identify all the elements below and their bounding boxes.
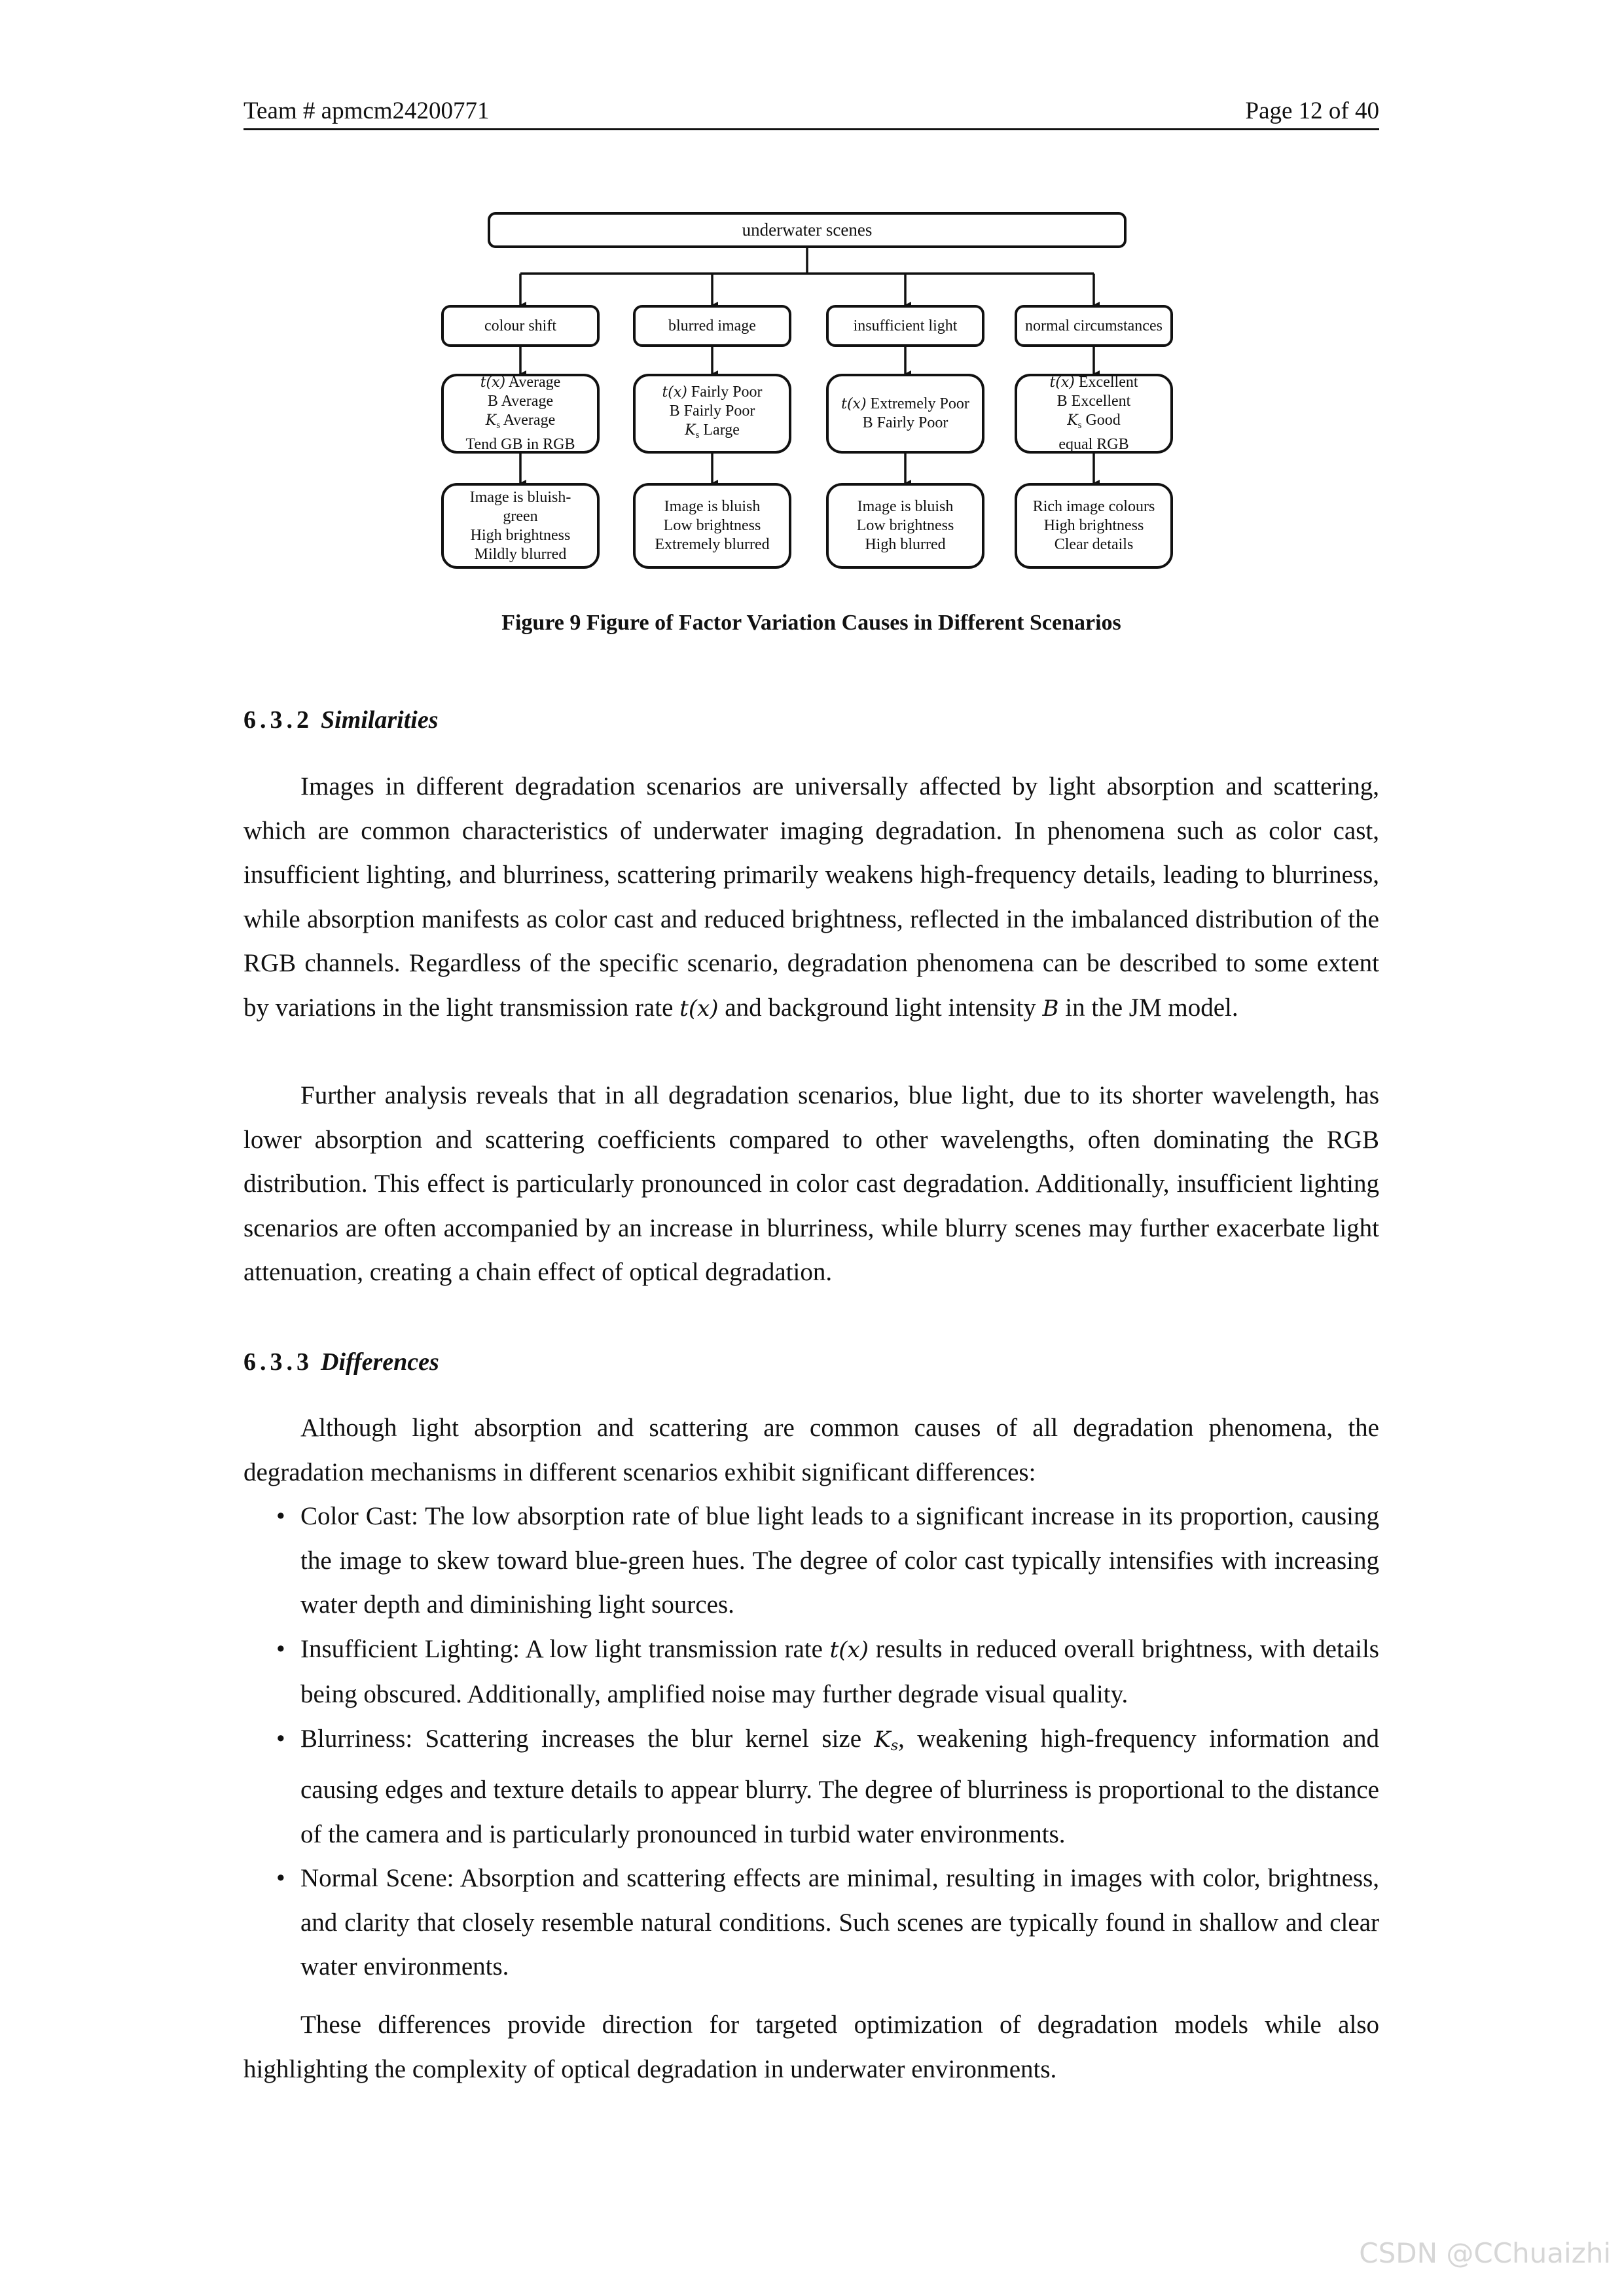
factor-line: B Fairly Poor <box>669 402 755 420</box>
root-node-label: underwater scenes <box>742 220 873 240</box>
bullet-icon: • <box>276 1634 285 1663</box>
differences-list <box>244 1494 1379 1989</box>
effect-line: High brightness <box>1043 517 1144 534</box>
paragraph-similarities-2: Further analysis reveals that in all degradation scenarios, blue light, due to its shorter wavelength, has lower absorption and scattering coefficients compared to other wavelengths, often dominating the RGB distribution. This effect is particularly pronounced in color cast degradation. Additionally, insufficient lighting scenarios are often accompanied by an increase in blurriness, while blurry scenes may further exacerbate light attenuation, creating a chain effect of optical degradation. <box>244 1081 1379 1286</box>
section-number: 6.3.3 <box>244 1348 313 1376</box>
paragraph-similarities-1: Images in different degradation scenarios are universally affected by light absorption and scattering, which are common characteristics of underwater imaging degradation. In phenomena such as color cast, insufficient lighting, and blurriness, scattering primarily weakens high-frequency details, leading to blurriness, while absorption manifests as color cast and reduced brightness, reflected in the imbalanced distribution of the RGB channels. Regardless of the specific scenario, degradation phenomena can be described to some extent by variations in the light transmission rate t(x) and background light intensity B in the JM model. <box>244 772 1379 1022</box>
factor-line: equal RGB <box>1058 436 1129 453</box>
section-number: 6.3.2 <box>244 706 313 734</box>
watermark: CSDN @CChuaizhi <box>1359 2237 1611 2269</box>
section-heading-differences <box>244 1348 439 1376</box>
category-node-blurred-image <box>633 305 791 347</box>
effect-line: High brightness <box>470 526 571 544</box>
effect-line: Mildly blurred <box>474 545 567 563</box>
category-label: normal circumstances <box>1025 317 1163 334</box>
effects-node-normal-circumstances <box>1015 483 1173 569</box>
list-item-blurriness: • Blurriness: Scattering increases the blur kernel size $K_s$, weakening high-frequency information and causing edges and texture details to appear blurry. The degree of blurriness is proportional to the distance of the camera and is particularly pronounced in turbid water environments. <box>244 1717 1379 1857</box>
figure-caption: Figure 9 Figure of Factor Variation Causes in Different Scenarios <box>501 611 1121 635</box>
category-label: blurred image <box>668 317 756 334</box>
factor-line: t(x) Excellent <box>1049 374 1138 391</box>
factor-line: B Fairly Poor <box>862 414 948 431</box>
bullet-icon: • <box>276 1502 285 1530</box>
section-title: Similarities <box>321 706 439 734</box>
category-label: colour shift <box>484 317 556 334</box>
math-tx: t(x) <box>679 995 719 1022</box>
list-item-color-cast: • Color Cast: The low absorption rate of blue light leads to a significant increase in its proportion, causing the image to skew toward blue-green hues. The degree of color cast typically intensifies with increasing water depth and diminishing light sources. <box>244 1494 1379 1627</box>
factor-line: $K_s$ Average <box>485 412 556 431</box>
factor-line: $K_s$ Large <box>685 421 740 440</box>
factors-node-colour-shift <box>441 374 600 454</box>
section-heading-similarities <box>244 706 438 734</box>
effect-line: green <box>503 507 538 525</box>
factor-line: $K_s$ Good <box>1067 412 1121 431</box>
diagram-connectors <box>0 0 1624 589</box>
factor-line: t(x) Fairly Poor <box>662 383 763 401</box>
factor-line: Tend GB in RGB <box>465 436 575 453</box>
paragraph-differences-conclusion: These differences provide direction for targeted optimization of degradation models while also highlighting the complexity of optical degradation in underwater environments. <box>244 2011 1379 2083</box>
effect-line: Low brightness <box>663 517 761 534</box>
factors-node-blurred-image <box>633 374 791 454</box>
factor-line: B Average <box>487 393 554 410</box>
math-B: B <box>1042 995 1059 1022</box>
factor-line: B Excellent <box>1056 393 1131 410</box>
section-title: Differences <box>321 1348 439 1376</box>
effect-line: Image is bluish- <box>469 488 571 506</box>
effects-node-insufficient-light <box>826 483 984 569</box>
effect-line: Clear details <box>1054 536 1134 553</box>
effect-line: Rich image colours <box>1032 498 1155 515</box>
category-node-colour-shift <box>441 305 600 347</box>
root-node-underwater-scenes <box>488 212 1127 248</box>
effects-node-colour-shift <box>441 483 600 569</box>
factors-node-normal-circumstances <box>1015 374 1173 454</box>
list-item-insufficient-lighting: • Insufficient Lighting: A low light transmission rate t(x) results in reduced overall brightness, with details being obscured. Additionally, amplified noise may further degrade visual quality. <box>244 1627 1379 1717</box>
team-id: Team # apmcm24200771 <box>244 98 490 124</box>
bullet-icon: • <box>276 1724 285 1753</box>
effect-line: Image is bluish <box>664 498 761 515</box>
effect-line: High blurred <box>865 536 946 553</box>
effect-line: Low brightness <box>856 517 954 534</box>
category-node-normal-circumstances <box>1015 305 1173 347</box>
page-number: Page 12 of 40 <box>1245 98 1379 124</box>
effect-line: Extremely blurred <box>655 536 770 553</box>
effects-node-blurred-image <box>633 483 791 569</box>
factor-variation-diagram <box>0 0 1624 589</box>
category-node-insufficient-light <box>826 305 984 347</box>
factor-line: t(x) Average <box>480 374 561 391</box>
bullet-icon: • <box>276 1864 285 1892</box>
effect-line: Image is bluish <box>857 498 954 515</box>
factor-line: t(x) Extremely Poor <box>841 395 969 412</box>
paragraph-differences-intro: Although light absorption and scattering are common causes of all degradation phenomena, the degradation mechanisms in different scenarios exhibit significant differences: <box>244 1414 1379 1486</box>
category-label: insufficient light <box>853 317 958 334</box>
factors-node-insufficient-light <box>826 374 984 454</box>
list-item-normal-scene: • Normal Scene: Absorption and scattering effects are minimal, resulting in images with color, brightness, and clarity that closely resemble natural conditions. Such scenes are typically found in shallow and clear water environments. <box>244 1856 1379 1989</box>
